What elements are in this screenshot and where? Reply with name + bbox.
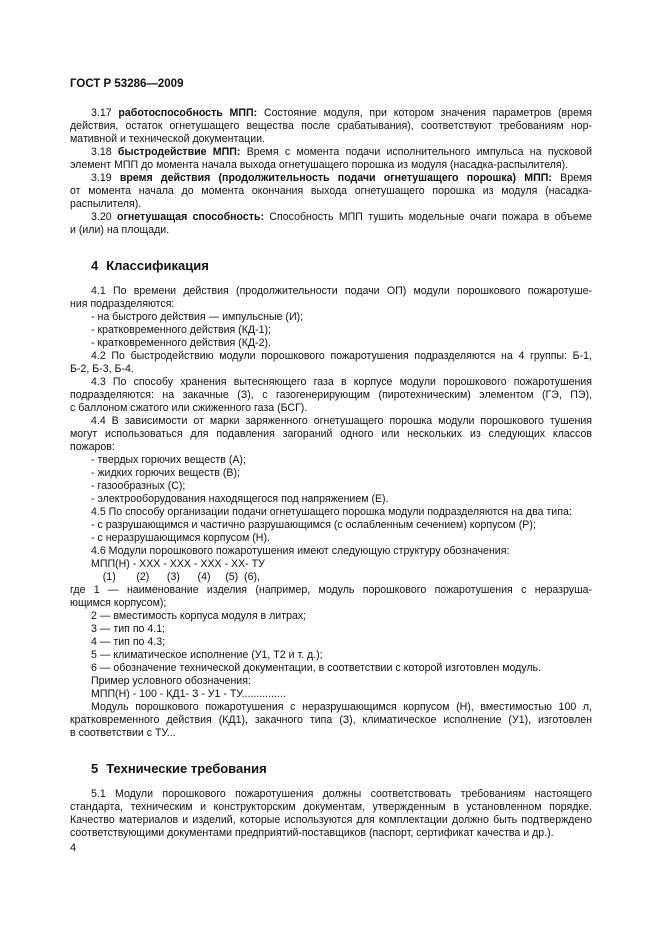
terms-block — [70, 107, 592, 237]
text-line: Модуль порошкового пожаротушения с неразрушающимся корпусом (Н), вместимостью 100 л, — [91, 701, 592, 713]
text-line: МПП(Н) - 100 - КД1- З - У1 - ТУ............... — [91, 688, 286, 700]
text-line: Пример условного обозначения: — [91, 675, 251, 687]
text-line: - с разрушающимся и частично разрушающимся (с ослабленным сечением) корпусом (Р); — [91, 519, 536, 531]
page-number: 4 — [70, 842, 77, 854]
section-4-heading — [70, 257, 592, 275]
text-line: подразделяются: на закачные (З), с газогенерирующим (пиротехническим) элементом (ГЭ, ПЭ), — [70, 389, 592, 401]
term-number: 3.17 — [91, 107, 112, 119]
term-number: 3.20 — [91, 211, 112, 223]
term-3-17 — [70, 107, 592, 146]
text-line: 3 — тип по 4.1; — [91, 623, 166, 635]
section-4-body — [70, 285, 592, 740]
text-line: 4.1 По времени действия (продолжительности подачи ОП) модули порошкового пожаротуше- — [91, 285, 592, 297]
term-line: элемент МПП до момента начала выхода огнетушащего порошка из модуля (насадка-распылителя). — [70, 159, 569, 171]
term-line: распылителя). — [70, 198, 142, 210]
text-line: - с неразрушающимся корпусом (Н). — [91, 532, 270, 544]
text-line: пожаров: — [70, 441, 115, 453]
text-line: 4 — тип по 4.3; — [91, 636, 166, 648]
section-number: 5 — [91, 761, 99, 776]
text-line: 4.2 По быстродействию модули порошкового пожаротушения подразделяются на 4 группы: Б-1, — [91, 350, 592, 362]
text-line: - жидких горючих веществ (В); — [91, 467, 240, 479]
text-line: 4.4 В зависимости от марки заряженного огнетушащего порошка модули порошкового тушения — [91, 415, 592, 427]
text-line: 6 — обозначение технической документации, в соответствии с которой изготовлен модуль. — [91, 662, 542, 674]
text-line: 4.6 Модули порошкового пожаротушения имеют следующую структуру обозначения: — [91, 545, 510, 557]
section-5-heading — [70, 760, 592, 778]
text-line: могут использоваться для подавления загораний одного или нескольких из следующих классов — [70, 428, 592, 440]
text-line: с баллоном сжатого или сжиженного газа (БСГ). — [70, 402, 308, 414]
text-line: (1) (2) (3) (4) (5) (6), — [91, 571, 260, 583]
text-line: Качество материалов и изделий, которые используются для комплектации должно быть подтверждено — [70, 814, 592, 826]
section-number: 4 — [91, 258, 99, 273]
term-number: 3.18 — [91, 146, 112, 158]
term-name: время действия (продолжительность подачи огнетушащего порошка) МПП: — [119, 172, 552, 184]
term-3-18 — [70, 146, 592, 172]
term-definition-start: Время с момента подачи исполнительного импульса на пусковой — [246, 146, 592, 158]
text-line: 4.3 По способу хранения вытесняющего газа в корпусе модули порошкового пожаротушения — [91, 376, 592, 388]
term-line: мативной и технической документации. — [70, 133, 265, 145]
term-definition-start: Время — [560, 172, 592, 184]
text-line: в соответствии с ТУ... — [70, 727, 176, 739]
text-line: стандарта, техническим и конструкторским документам, утвержденным в установленном порядке. — [70, 801, 592, 813]
term-number: 3.19 — [91, 172, 112, 184]
text-line: 5.1 Модули порошкового пожаротушения должны соответствовать требованиям настоящего — [91, 788, 592, 800]
text-line: соответствующими документами предприятий-поставщиков (паспорт, сертификат качества и др.). — [70, 827, 554, 839]
text-line: - кратковременного действия (КД-2). — [91, 337, 271, 349]
document-code-header: ГОСТ Р 53286—2009 — [70, 78, 184, 90]
text-line: 4.5 По способу организации подачи огнетушащего порошка модули подразделяются на два типа: — [91, 506, 572, 518]
text-line: МПП(Н) - ХХХ - ХХХ - ХХХ - ХХ- ТУ — [91, 558, 265, 570]
term-name: работоспособность МПП: — [118, 107, 258, 119]
text-line: - газообразных (С); — [91, 480, 186, 492]
term-3-20 — [70, 211, 592, 237]
term-3-19 — [70, 172, 592, 211]
text-line: 5 — климатическое исполнение (У1, Т2 и т. д.); — [91, 649, 323, 661]
text-line: 2 — вместимость корпуса модуля в литрах; — [91, 610, 307, 622]
text-line: ния подразделяются: — [70, 298, 175, 310]
section-title: Технические требования — [106, 761, 267, 776]
text-line: где 1 — наименование изделия (например, модуль порошкового пожаротушения с неразруша- — [70, 584, 592, 596]
text-line: ющимся корпусом); — [70, 597, 167, 609]
term-definition-start: Способность МПП тушить модельные очаги пожара в объеме — [269, 211, 592, 223]
section-title: Классификация — [106, 258, 209, 273]
text-line: кратковременного действия (КД1), закачного типа (З), климатическое исполнение (У1), изготовлен — [70, 714, 592, 726]
text-line: - кратковременного действия (КД-1); — [91, 324, 271, 336]
text-line: - электрооборудования находящегося под напряжением (Е). — [91, 493, 389, 505]
term-line: от момента начала до момента окончания выхода огнетушащего порошка из модуля (насадка- — [70, 185, 592, 197]
page-body — [70, 107, 592, 840]
text-line: - твердых горючих веществ (А); — [91, 454, 246, 466]
term-name: быстродействие МПП: — [117, 146, 241, 158]
text-line: Б-2, Б-3, Б-4. — [70, 363, 134, 375]
section-5-body — [70, 788, 592, 840]
term-definition-start: Состояние модуля, при котором значения параметров (время — [263, 107, 592, 119]
term-line: и (или) на площади. — [70, 224, 170, 236]
text-line: - на быстрого действия — импульсные (И); — [91, 311, 304, 323]
term-name: огнетушащая способность: — [117, 211, 265, 223]
term-line: действия, остаток огнетушащего вещества после срабатывания), соответствуют требованиям нор- — [70, 120, 592, 132]
